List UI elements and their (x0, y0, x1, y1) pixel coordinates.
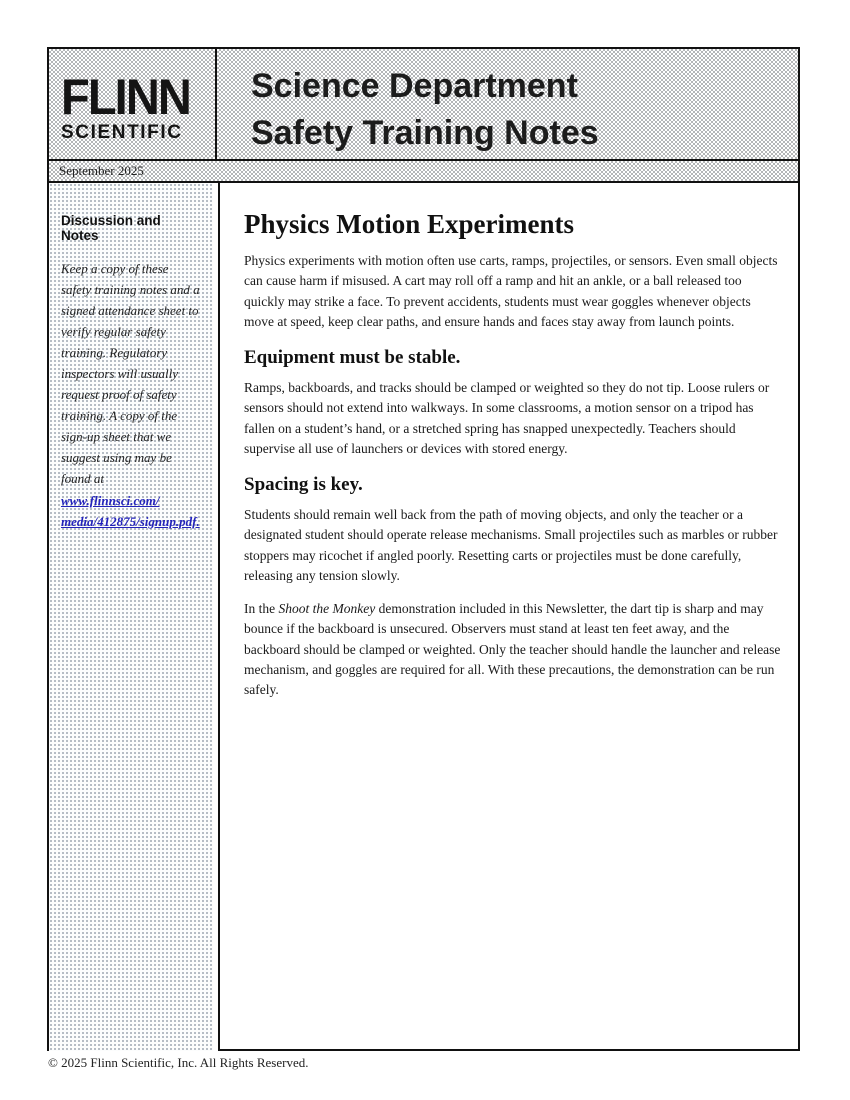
signup-sheet-link-line2[interactable]: media/412875/signup.pdf. (61, 513, 200, 529)
copyright-notice: © 2025 Flinn Scientific, Inc. All Rights Reserved. (48, 1055, 309, 1070)
demo-title: Shoot the Monkey (278, 601, 376, 616)
closing-paragraph (244, 599, 784, 700)
closing-prefix: In the (244, 601, 279, 616)
signup-sheet-link-line1[interactable]: www.flinnsci.com/ (61, 492, 160, 508)
section-heading-equipment: Equipment must be stable. (244, 347, 461, 368)
article-intro: Physics experiments with motion often use carts, ramps, projectiles, or sensors. Even small objects can cause harm if misused. A cart may roll off a ramp and hit an ankle, or a ball released too quickly may strike a face. To prevent accidents, students must wear goggles whenever objects move at speed, keep clear paths, and ensure hands and faces stay away from launch points. (244, 253, 778, 329)
newsletter-title-line2: Safety Training Notes (251, 113, 599, 152)
sidebar-note-text: Keep a copy of these safety training notes and a signed attendance sheet to verify regular safety training. Regulatory inspectors will usually request proof of safety training. A copy of the sign-up sheet that we suggest using may be found at (61, 261, 200, 487)
article (220, 183, 798, 1051)
flinn-logo (49, 49, 217, 159)
newsletter-title (251, 63, 788, 157)
section-body-spacing: Students should remain well back from the path of moving objects, and only the teacher or a designated student should operate release mechanisms. Small projectiles such as marbles or rubber stoppers may ricochet if angled poorly. Resetting carts or projectiles must be done carefully, releasing any tension slowly. (244, 507, 778, 583)
newsletter-title-line1: Science Department (251, 67, 578, 105)
sidebar-heading: Discussion and Notes (61, 213, 161, 243)
masthead-title-cell (217, 49, 798, 159)
closing-suffix: demonstration included in this Newsletter, the dart tip is sharp and may bounce if the backboard is unsecured. Observers must stand at least ten feet away, and the backboard should be clamped or weighted. Only the teacher should handle the launcher and release mechanism, and goggles are required for all. With these precautions, the demonstration can be run safely. (244, 601, 781, 697)
content-area (49, 183, 798, 1051)
issue-date: September 2025 (49, 161, 798, 183)
logo-subtext: SCIENTIFIC (61, 122, 183, 143)
signup-sheet-link[interactable] (61, 493, 200, 529)
masthead (49, 49, 798, 161)
sidebar-note (61, 258, 201, 532)
section-heading-spacing: Spacing is key. (244, 474, 363, 495)
document-frame (47, 47, 800, 1051)
article-title: Physics Motion Experiments (244, 209, 574, 239)
section-body-equipment: Ramps, backboards, and tracks should be clamped or weighted so they do not tip. Loose rulers or sensors should not extend into walkways. In some classrooms, a motion sensor on a tripod has fallen on a student’s hand, or a stretched spring has snapped unexpectedly. Teachers should supervise all use of launchers or devices with stored energy. (244, 380, 770, 456)
discussion-sidebar (49, 183, 213, 1051)
logo-wordmark: FLINN (61, 69, 190, 125)
